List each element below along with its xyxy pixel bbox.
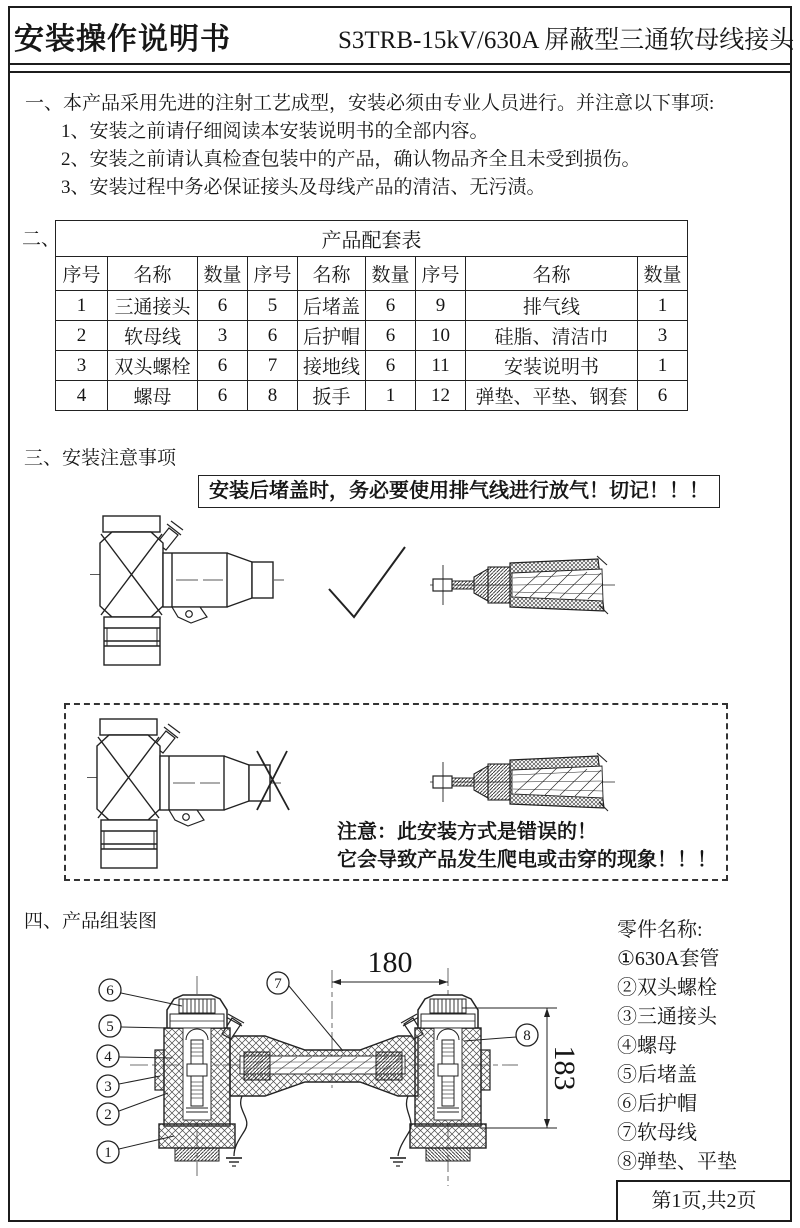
page-header xyxy=(8,6,795,65)
table-cell: 6 xyxy=(198,291,248,321)
table-cell: 7 xyxy=(248,351,298,381)
table-cell: 2 xyxy=(56,321,108,351)
parts-list xyxy=(617,916,737,1177)
table-cell: 排气线 xyxy=(466,291,638,321)
callout-8: 8 xyxy=(523,1028,531,1044)
header-divider xyxy=(8,71,792,73)
section-3-label: 三、安装注意事项 xyxy=(24,448,177,469)
product-title: S3TRB-15kV/630A 屏蔽型三通软母线接头 xyxy=(338,27,795,54)
ground-symbol-icon xyxy=(390,1158,406,1166)
parts-list-item: ②双头螺栓 xyxy=(617,977,717,999)
connector-unit xyxy=(155,995,244,1161)
table-cell: 弹垫、平垫、钢套 xyxy=(466,381,638,411)
parts-list-item: ③三通接头 xyxy=(617,1006,717,1028)
column-header: 数量 xyxy=(366,257,416,291)
callout-1: 1 xyxy=(104,1145,112,1161)
column-header: 数量 xyxy=(638,257,688,291)
table-cell: 双头螺栓 xyxy=(108,351,198,381)
table-row xyxy=(56,321,688,351)
parts-list-item: ①630A套管 xyxy=(617,948,720,970)
section-2-label: 二、 xyxy=(22,229,61,250)
cable-end-drawing xyxy=(430,555,615,615)
table-cell: 12 xyxy=(416,381,466,411)
wrong-note xyxy=(337,818,717,874)
table-cell: 硅脂、清洁巾 xyxy=(466,321,638,351)
callout-7: 7 xyxy=(274,976,282,992)
callout-5: 5 xyxy=(106,1019,114,1035)
column-header: 名称 xyxy=(108,257,198,291)
table-cell: 6 xyxy=(198,351,248,381)
parts-list-item: ④螺母 xyxy=(617,1035,677,1057)
table-cell: 安装说明书 xyxy=(466,351,638,381)
section-1-notes xyxy=(25,90,770,202)
column-header: 序号 xyxy=(416,257,466,291)
table-row xyxy=(56,291,688,321)
table-cell: 扳手 xyxy=(298,381,366,411)
table-cell: 3 xyxy=(198,321,248,351)
x-mark-icon xyxy=(253,748,293,814)
table-cell: 9 xyxy=(416,291,466,321)
table-cell: 软母线 xyxy=(108,321,198,351)
note-item: 1、安装之前请仔细阅读本安装说明书的全部内容。 xyxy=(61,121,489,142)
table-cell: 8 xyxy=(248,381,298,411)
table-cell: 3 xyxy=(56,351,108,381)
wrong-note-line1: 注意：此安装方式是错误的！ xyxy=(337,821,597,843)
parts-list-item: ⑦软母线 xyxy=(617,1122,697,1144)
callout-2: 2 xyxy=(104,1107,112,1123)
ground-symbol-icon xyxy=(226,1158,242,1166)
checkmark-icon xyxy=(325,543,409,623)
warning-box: 安装后堵盖时，务必要使用排气线进行放气！切记！！！ xyxy=(198,475,720,508)
table-cell: 4 xyxy=(56,381,108,411)
column-header: 序号 xyxy=(56,257,108,291)
assembly-diagram xyxy=(60,938,600,1200)
table-cell: 1 xyxy=(638,291,688,321)
dim-height-label: 183 xyxy=(548,1045,581,1091)
column-header: 序号 xyxy=(248,257,298,291)
dimension-width xyxy=(332,946,448,985)
table-cell: 接地线 xyxy=(298,351,366,381)
table-cell: 后堵盖 xyxy=(298,291,366,321)
parts-list-item: ⑧弹垫、平垫 xyxy=(617,1151,737,1173)
table-cell: 5 xyxy=(248,291,298,321)
table-cell: 1 xyxy=(366,381,416,411)
table-cell: 11 xyxy=(416,351,466,381)
callout-6: 6 xyxy=(106,983,114,999)
table-cell: 3 xyxy=(638,321,688,351)
tee-connector-drawing xyxy=(88,513,288,673)
cable-end-drawing xyxy=(430,752,615,812)
table-cell: 1 xyxy=(638,351,688,381)
parts-list-item: ⑤后堵盖 xyxy=(617,1064,697,1086)
table-cell: 6 xyxy=(248,321,298,351)
parts-list-item: ⑥后护帽 xyxy=(617,1093,697,1115)
table-cell: 6 xyxy=(198,381,248,411)
table-cell: 10 xyxy=(416,321,466,351)
table-cell: 6 xyxy=(638,381,688,411)
ground-wire xyxy=(390,1096,411,1166)
table-cell: 螺母 xyxy=(108,381,198,411)
table-cell: 后护帽 xyxy=(298,321,366,351)
table-cell: 三通接头 xyxy=(108,291,198,321)
note-item: 3、安装过程中务必保证接头及母线产品的清洁、无污渍。 xyxy=(61,177,546,198)
parts-list-title: 零件名称: xyxy=(617,919,703,941)
table-cell: 6 xyxy=(366,321,416,351)
dim-width-label: 180 xyxy=(367,946,413,979)
wrong-note-line2: 它会导致产品发生爬电或击穿的现象！！！ xyxy=(337,849,717,871)
column-header: 名称 xyxy=(298,257,366,291)
note-item: 2、安装之前请认真检查包装中的产品，确认物品齐全且未受到损伤。 xyxy=(61,149,641,170)
table-cell: 1 xyxy=(56,291,108,321)
section-1-heading: 一、本产品采用先进的注射工艺成型，安装必须由专业人员进行。并注意以下事项: xyxy=(25,93,715,114)
callout-4: 4 xyxy=(104,1049,112,1065)
column-header: 数量 xyxy=(198,257,248,291)
table-row xyxy=(56,381,688,411)
column-header: 名称 xyxy=(466,257,638,291)
doc-title: 安装操作说明书 xyxy=(14,23,231,56)
table-cell: 6 xyxy=(366,291,416,321)
callout-3: 3 xyxy=(104,1079,112,1095)
table-cell: 6 xyxy=(366,351,416,381)
table-title: 产品配套表 xyxy=(56,221,688,257)
table-row xyxy=(56,351,688,381)
kit-table xyxy=(55,220,688,411)
page-number-box: 第1页,共2页 xyxy=(616,1180,792,1222)
section-4-label: 四、产品组装图 xyxy=(24,911,158,932)
